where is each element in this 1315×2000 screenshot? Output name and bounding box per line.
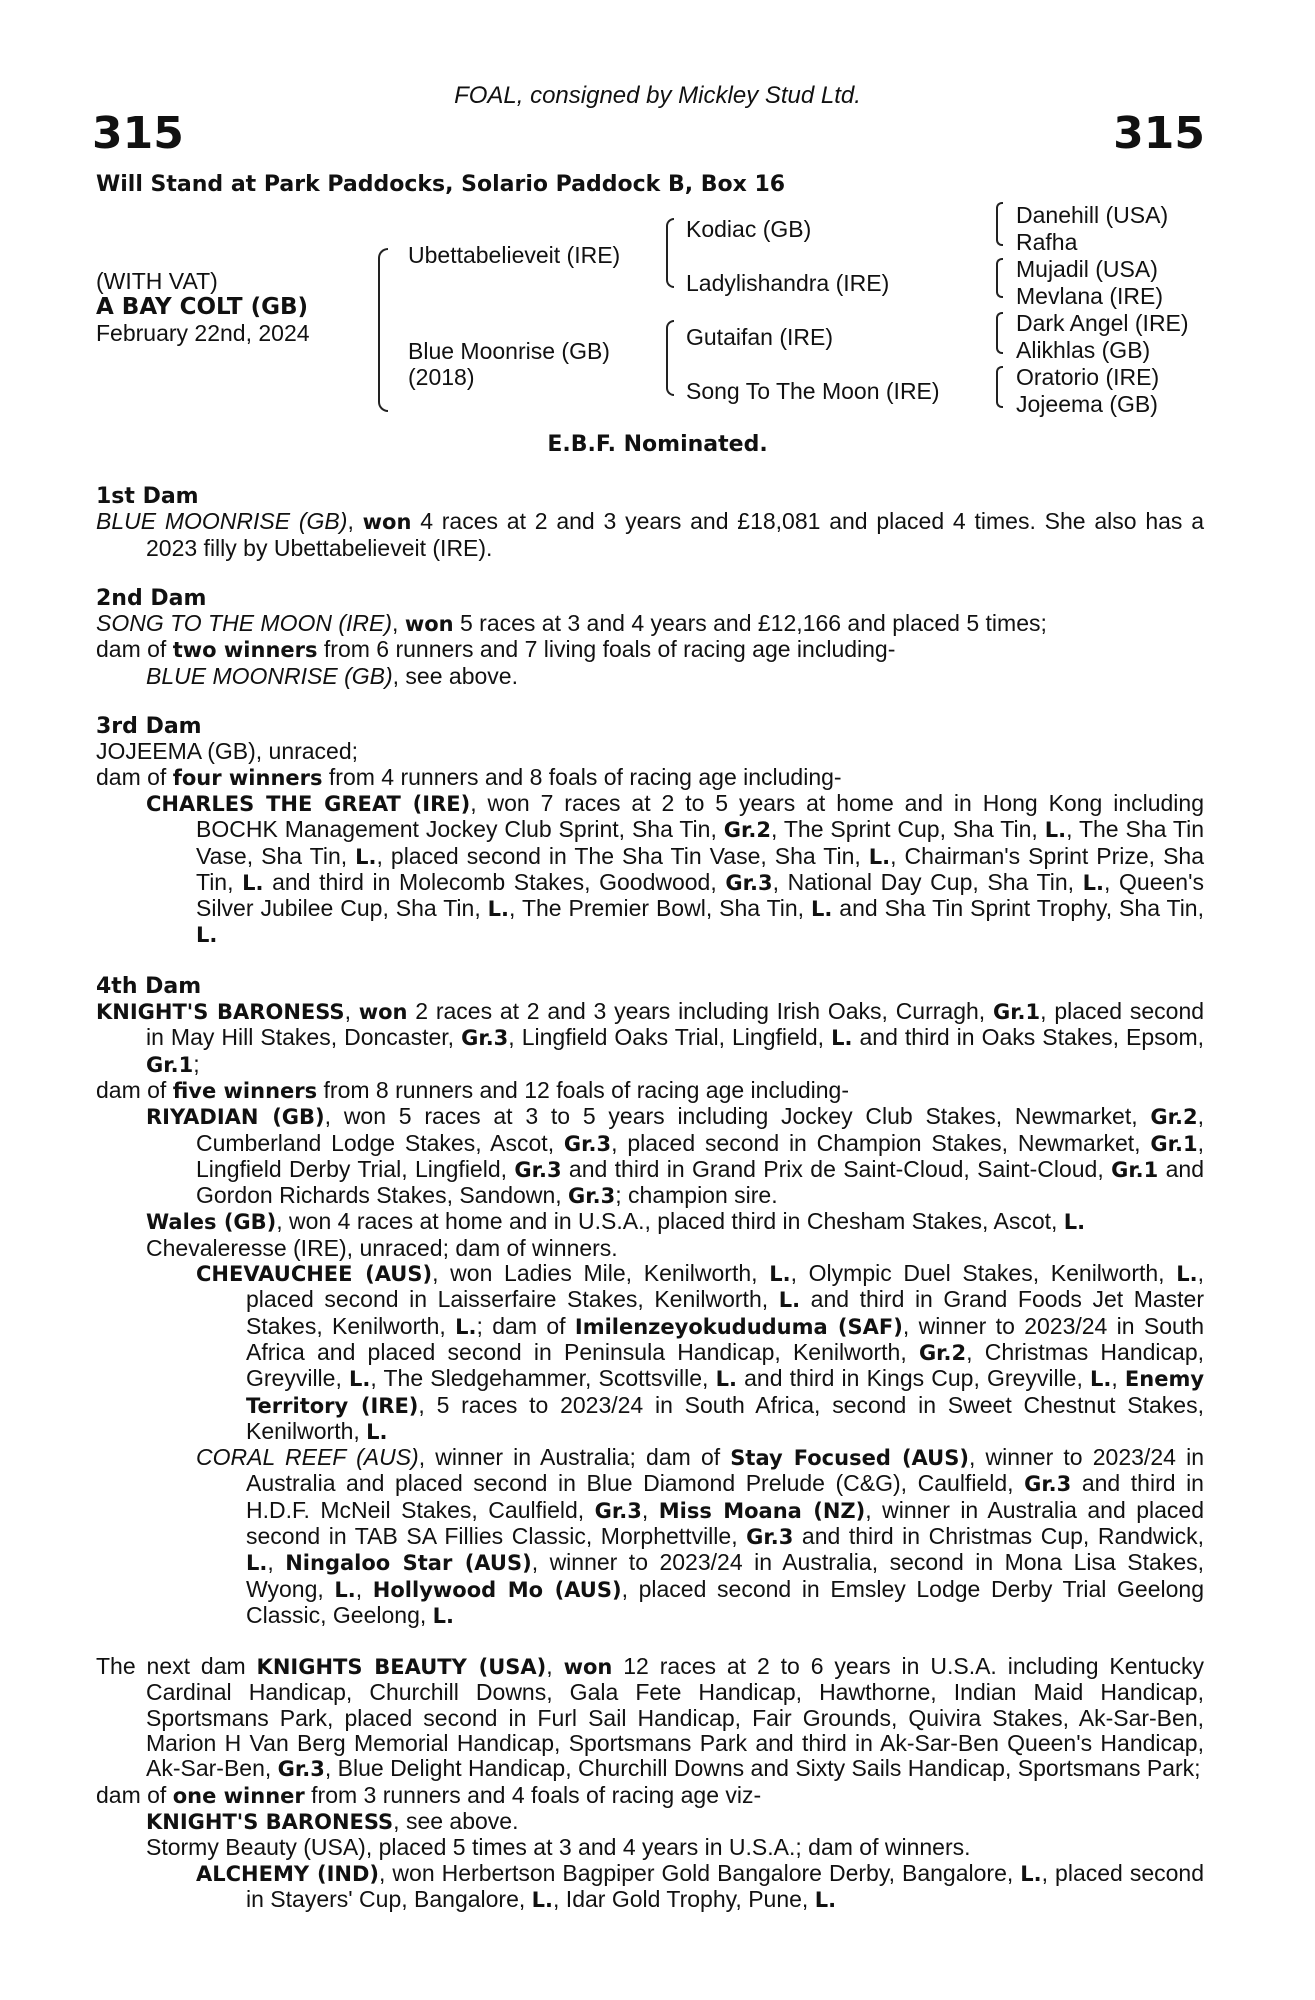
progeny-text: and third in Molecomb Stakes, Goodwood, <box>263 868 726 895</box>
first-dam-heading: 1st Dam <box>96 484 199 509</box>
progeny-text: and third in H.D.F. McNeil Stakes, Caulfield, <box>246 1470 1204 1523</box>
dam-of-label: dam of <box>96 636 173 663</box>
listed-badge: L. <box>1082 870 1105 895</box>
progeny-name: BLUE MOONRISE (GB) <box>146 662 393 689</box>
catalogue-body <box>96 484 1204 1913</box>
foal-name: A BAY COLT (GB) <box>96 294 309 320</box>
group-badge: Gr.1 <box>1150 1131 1198 1156</box>
pedigree-brace-main <box>378 248 388 412</box>
third-dam-produce <box>96 765 1204 791</box>
progeny-name: Miss Moana (NZ) <box>658 1498 866 1523</box>
winners-count: one winner <box>172 1783 305 1808</box>
first-dam-section <box>96 484 1204 561</box>
progeny-text: , winner to 2023/24 in Australia, second in Mona Lisa Stakes, Wyong, <box>246 1549 1204 1602</box>
progeny-name: CORAL REEF (AUS) <box>196 1444 419 1471</box>
progeny-text: , The Sprint Cup, Sha Tin, <box>770 816 1045 843</box>
progeny-text: , winner in Australia and placed second in TAB SA Fillies Classic, Morphettville, <box>246 1496 1204 1549</box>
second-dam-text: 5 races at 3 and 4 years and £12,166 and placed 5 times; <box>453 610 1047 637</box>
progeny-text: , won Ladies Mile, Kenilworth, <box>432 1260 770 1287</box>
progeny-entry <box>96 1209 1204 1235</box>
fourth-dam-name: KNIGHT'S BARONESS <box>96 1000 345 1025</box>
first-dam-entry: BLUE MOONRISE (GB), won 4 races at 2 and 3 years and £18,081 and placed 4 times. She also has a 2023 filly by Ubettabelieveit (IRE). <box>96 508 1204 561</box>
progeny-entry: Stormy Beauty (USA), placed 5 times at 3 and 4 years in U.S.A.; dam of winners. <box>146 1834 971 1861</box>
third-dam-entry: JOJEEMA (GB), unraced; <box>96 738 359 765</box>
second-dam-heading: 2nd Dam <box>96 585 207 611</box>
progeny-text: , <box>355 1575 373 1602</box>
progeny-entry <box>96 1809 1204 1835</box>
lot-number-left: 315 <box>92 108 184 159</box>
grand-progeny-entry <box>96 1445 1204 1629</box>
progeny-text: , won 7 races at 2 to 5 years at home and in Hong Kong including BOCHK Management Jockey Club Sprint, Sha Tin, <box>196 789 1204 843</box>
pedigree-ssd: Rafha <box>1016 229 1078 255</box>
dam-text: , placed second in May Hill Stakes, Doncaster, <box>146 998 1205 1051</box>
fourth-dam-heading: 4th Dam <box>96 973 202 999</box>
progeny-name: Stay Focused (AUS) <box>730 1446 969 1471</box>
progeny-text: , The Sha Tin Vase, Sha Tin, <box>196 816 1205 869</box>
listed-badge: L. <box>769 1262 791 1287</box>
progeny-text: and third in Grand Prix de Saint-Cloud, Saint-Cloud, <box>561 1155 1112 1182</box>
dam-of-label: dam of <box>96 1781 173 1808</box>
listed-badge: L. <box>814 1887 837 1912</box>
progeny-text: , <box>1111 1365 1125 1392</box>
progeny-entry <box>96 664 1204 689</box>
group-badge: Gr.1 <box>1111 1157 1159 1182</box>
grand-progeny-entry <box>96 1861 1204 1914</box>
progeny-text: , 5 races to 2023/24 in South Africa, second in Sweet Chestnut Stakes, Kenilworth, <box>246 1391 1204 1444</box>
pedigree-ddd: Jojeema (GB) <box>1016 391 1158 417</box>
first-dam-name: BLUE MOONRISE (GB) <box>96 508 348 535</box>
dam-of-label: dam of <box>96 763 173 790</box>
pedigree-sire-sire: Kodiac (GB) <box>686 216 812 242</box>
listed-badge: L. <box>366 1419 388 1444</box>
lot-number-right: 315 <box>1113 108 1205 159</box>
progeny-text: , won 4 races at home and in U.S.A., placed third in Chesham Stakes, Ascot, <box>276 1208 1064 1235</box>
foal-dob: February 22nd, 2024 <box>96 320 310 346</box>
progeny-text: , Cumberland Lodge Stakes, Ascot, <box>196 1103 1204 1156</box>
vat-label: (WITH VAT) <box>96 268 218 294</box>
pedigree-brace-sire <box>666 218 674 288</box>
progeny-text: , winner to 2023/24 in South Africa and placed second in Peninsula Handicap, Kenilworth, <box>246 1312 1205 1365</box>
pedigree-brace-dd <box>996 366 1003 408</box>
dam-of-label: dam of <box>96 1076 173 1103</box>
progeny-text: and third in Grand Foods Jet Master Stakes, Kenilworth, <box>246 1286 1204 1339</box>
progeny-name: CHARLES THE GREAT (IRE) <box>146 791 471 816</box>
pedigree-dds: Oratorio (IRE) <box>1016 364 1160 390</box>
pedigree-dsd: Alikhlas (GB) <box>1016 337 1151 363</box>
progeny-text: , <box>267 1549 286 1576</box>
listed-badge: L. <box>1176 1262 1198 1287</box>
dam-text: 12 races at 2 to 6 years in U.S.A. including Kentucky Cardinal Handicap, Churchill Downs, Gala Fete Handicap, Hawthorne, Indian Maid Handicap, Sportsmans Park, placed second in Furl Sail Handicap, Fair Grounds, Quivira Stakes, Ak-Sar-Ben, Marion H Van Berg Memorial Handicap, Sportsmans Park and third in Ak-Sar-Ben Queen's Handicap, Ak-Sar-Ben, <box>146 1653 1205 1782</box>
listed-badge: L. <box>487 897 510 922</box>
progeny-text: ; champion sire. <box>615 1182 778 1209</box>
fourth-dam-entry: KNIGHT'S BARONESS, won 2 races at 2 and 3 years including Irish Oaks, Curragh, Gr.1, placed second in May Hill Stakes, Doncaster, Gr.3, Lingfield Oaks Trial, Lingfield, L. and third in Oaks Stakes, Epsom, Gr.1; <box>96 998 1205 1077</box>
pedigree-sire: Ubettabelieveit (IRE) <box>408 242 621 268</box>
progeny-text: , National Day Cup, Sha Tin, <box>772 868 1083 895</box>
listed-badge: L. <box>432 1603 454 1628</box>
progeny-text: , placed second in The Sha Tin Vase, Sha Tin, <box>376 842 869 869</box>
pedigree-brace-dam <box>666 320 674 396</box>
listed-badge: L. <box>349 1367 371 1392</box>
progeny-entry: Chevaleresse (IRE), unraced; dam of winners. <box>146 1234 618 1261</box>
stand-location: Will Stand at Park Paddocks, Solario Paddock B, Box 16 <box>96 172 786 197</box>
pedigree-brace-ss <box>996 202 1003 246</box>
listed-badge: L. <box>811 897 833 922</box>
pedigree-sire-dam: Ladylishandra (IRE) <box>686 270 890 296</box>
listed-badge: L. <box>455 1314 477 1339</box>
progeny-entry <box>96 1104 1204 1209</box>
pedigree-sss: Danehill (USA) <box>1016 202 1169 228</box>
group-badge: Gr.3 <box>277 1757 325 1782</box>
group-badge: Gr.3 <box>725 870 773 895</box>
listed-badge: L. <box>242 870 264 895</box>
progeny-text: and third in Christmas Cup, Randwick, <box>793 1522 1204 1549</box>
group-badge: Gr.2 <box>723 818 771 843</box>
progeny-text: , Chairman's Sprint Prize, Sha Tin, <box>196 842 1204 895</box>
progeny-text: , see above. <box>392 662 518 689</box>
third-dam-section <box>96 714 1204 949</box>
first-dam-text: 4 races at 2 and 3 years and £18,081 and placed 4 times. She also has a 2023 filly by Ubettabelieveit (IRE). <box>146 508 1204 561</box>
group-badge: Gr.3 <box>563 1131 612 1156</box>
progeny-text: and Gordon Richards Stakes, Sandown, <box>196 1155 1205 1209</box>
next-dam-name: KNIGHTS BEAUTY (USA) <box>256 1655 547 1680</box>
group-badge: Gr.1 <box>992 1000 1041 1025</box>
next-dam-entry: The next dam KNIGHTS BEAUTY (USA), won 12 races at 2 to 6 years in U.S.A. including Kentucky Cardinal Handicap, Churchill Downs, Gala Fete Handicap, Hawthorne, Indian Maid Handicap, Sportsmans Park, placed second in Furl Sail Handicap, Fair Grounds, Quivira Stakes, Ak-Sar-Ben, Marion H Van Berg Memorial Handicap, Sportsmans Park and third in Ak-Sar-Ben Queen's Handicap, Ak-Sar-Ben, Gr.3, Blue Delight Handicap, Churchill Downs and Sixty Sails Handicap, Sportsmans Park; <box>96 1653 1205 1782</box>
winners-count: five winners <box>172 1078 318 1103</box>
progeny-name: Ningaloo Star (AUS) <box>285 1551 532 1576</box>
group-badge: Gr.2 <box>918 1340 967 1365</box>
progeny-name: KNIGHT'S BARONESS <box>146 1809 394 1834</box>
pedigree-sdd: Mevlana (IRE) <box>1016 283 1163 309</box>
progeny-name: Hollywood Mo (AUS) <box>372 1577 622 1602</box>
second-dam-name: SONG TO THE MOON (IRE) <box>96 610 393 637</box>
next-dam-produce <box>96 1783 1204 1809</box>
progeny-text: , placed second in Champion Stakes, Newmarket, <box>611 1129 1151 1156</box>
dam-text: , Lingfield Oaks Trial, Lingfield, <box>508 1024 832 1051</box>
listed-badge: L. <box>1020 1861 1042 1886</box>
listed-badge: L. <box>715 1367 737 1392</box>
dam-text: and third in Oaks Stakes, Epsom, <box>852 1024 1204 1051</box>
listed-badge: L. <box>868 844 891 869</box>
fourth-dam-section <box>96 974 1204 1629</box>
progeny-name: Enemy Territory (IRE) <box>246 1367 1205 1418</box>
progeny-text: , winner to 2023/24 in Australia and placed second in Blue Diamond Prelude (C&G), Caulfield, <box>246 1444 1204 1497</box>
group-badge: Gr.1 <box>146 1052 194 1077</box>
next-dam-section <box>96 1654 1204 1913</box>
progeny-name: CHEVAUCHEE (AUS) <box>196 1262 433 1287</box>
progeny-text: , winner in Australia; dam of <box>418 1444 731 1471</box>
dam-text: ; <box>193 1050 200 1077</box>
next-dam-lead: The next dam <box>96 1653 257 1680</box>
won-label: won <box>563 1655 613 1680</box>
pedigree-dss: Dark Angel (IRE) <box>1016 310 1189 336</box>
progeny-text: , Olympic Duel Stakes, Kenilworth, <box>790 1260 1177 1287</box>
progeny-text: , placed second in Stayers' Cup, Bangalore, <box>246 1859 1204 1912</box>
progeny-text: , Christmas Handicap, Greyville, <box>246 1338 1204 1392</box>
runners-text: from 4 runners and 8 foals of racing age including- <box>322 763 842 790</box>
progeny-text: and Sha Tin Sprint Trophy, Sha Tin, <box>832 895 1204 922</box>
runners-text: from 3 runners and 4 foals of racing age viz- <box>304 1781 762 1808</box>
runners-text: from 8 runners and 12 foals of racing age including- <box>317 1076 849 1103</box>
fourth-dam-produce <box>96 1078 1204 1104</box>
progeny-text: and third in Kings Cup, Greyville, <box>736 1365 1091 1392</box>
runners-text: from 6 runners and 7 living foals of racing age including- <box>317 636 896 663</box>
listed-badge: L. <box>831 1026 853 1051</box>
grand-progeny-entry <box>96 1261 1204 1445</box>
pedigree-dam-dam: Song To The Moon (IRE) <box>686 378 940 404</box>
progeny-name: RIYADIAN (GB) <box>146 1105 325 1130</box>
listed-badge: L. <box>531 1887 554 1912</box>
pedigree-dam: Blue Moonrise (GB) <box>408 338 610 364</box>
third-dam-heading: 3rd Dam <box>96 714 202 740</box>
won-label: won <box>362 510 412 535</box>
second-dam-produce <box>96 637 1204 663</box>
listed-badge: L. <box>334 1577 356 1602</box>
group-badge: Gr.3 <box>746 1524 794 1549</box>
dam-text: , Blue Delight Handicap, Churchill Downs and Sixty Sails Handicap, Sportsmans Park; <box>324 1755 1201 1782</box>
group-badge: Gr.3 <box>514 1157 562 1182</box>
group-badge: Gr.2 <box>1150 1105 1198 1130</box>
winners-count: two winners <box>172 638 318 663</box>
listed-badge: L. <box>1044 818 1067 843</box>
dam-text: 2 races at 2 and 3 years including Irish Oaks, Curragh, <box>407 998 993 1025</box>
pedigree-sds: Mujadil (USA) <box>1016 256 1158 282</box>
winners-count: four winners <box>172 765 323 790</box>
group-badge: Gr.3 <box>1024 1472 1072 1497</box>
progeny-text: ; dam of <box>476 1312 575 1339</box>
listed-badge: L. <box>196 923 218 948</box>
progeny-text: , The Sledgehammer, Scottsville, <box>370 1365 716 1392</box>
progeny-text: , Queen's Silver Jubilee Cup, Sha Tin, <box>196 868 1204 922</box>
pedigree-dam-year: (2018) <box>408 364 475 390</box>
group-badge: Gr.3 <box>594 1498 642 1523</box>
progeny-text: , Idar Gold Trophy, Pune, <box>553 1885 815 1912</box>
progeny-text: , won Herbertson Bagpiper Gold Bangalore Derby, Bangalore, <box>379 1859 1021 1886</box>
listed-badge: L. <box>778 1288 801 1313</box>
listed-badge: L. <box>246 1551 268 1576</box>
pedigree-dam-sire: Gutaifan (IRE) <box>686 324 833 350</box>
ebf-nominated: E.B.F. Nominated. <box>547 432 768 457</box>
progeny-text: , Lingfield Derby Trial, Lingfield, <box>196 1129 1204 1182</box>
consignor-line: FOAL, consigned by Mickley Stud Ltd. <box>454 82 861 109</box>
second-dam-section <box>96 586 1204 689</box>
progeny-text: , won 5 races at 3 to 5 years including Jockey Club Stakes, Newmarket, <box>324 1103 1151 1130</box>
group-badge: Gr.3 <box>568 1184 616 1209</box>
progeny-name: Imilenzeyokududuma (SAF) <box>574 1314 903 1339</box>
won-label: won <box>404 612 454 637</box>
won-label: won <box>358 1000 408 1025</box>
listed-badge: L. <box>355 844 377 869</box>
progeny-name: ALCHEMY (IND) <box>196 1861 380 1886</box>
progeny-entry <box>96 791 1204 949</box>
pedigree-brace-ds <box>996 312 1003 354</box>
progeny-text: , placed second in Laisserfaire Stakes, Kenilworth, <box>246 1260 1204 1313</box>
progeny-text: , placed second in Emsley Lodge Derby Trial Geelong Classic, Geelong, <box>246 1575 1204 1628</box>
progeny-text: , see above. <box>393 1807 519 1834</box>
group-badge: Gr.3 <box>461 1026 509 1051</box>
progeny-text: , The Premier Bowl, Sha Tin, <box>509 895 812 922</box>
progeny-name: Wales (GB) <box>146 1210 277 1235</box>
second-dam-entry: SONG TO THE MOON (IRE), won 5 races at 3 and 4 years and £12,166 and placed 5 times; <box>96 610 1047 637</box>
progeny-text: , <box>641 1496 659 1523</box>
pedigree-brace-sd <box>996 258 1003 298</box>
listed-badge: L. <box>1090 1367 1112 1392</box>
listed-badge: L. <box>1063 1210 1086 1235</box>
